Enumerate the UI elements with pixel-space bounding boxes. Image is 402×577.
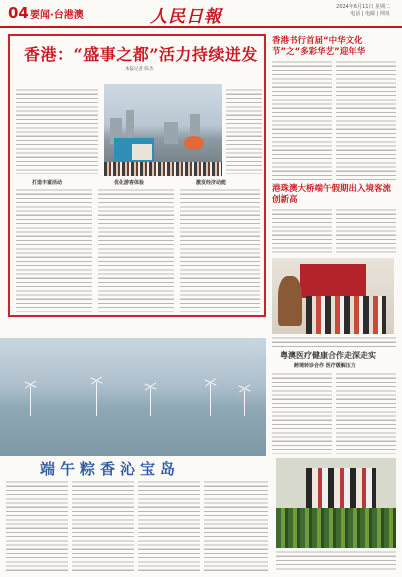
contact-text: 电话 | 电邮 | 网址: [350, 11, 390, 17]
masthead-logo: 人民日報: [150, 7, 222, 27]
subhead-3: 激发经济动能: [196, 180, 227, 186]
page-header: [0, 0, 402, 28]
exhibition-photo: [272, 258, 394, 334]
feature-byline: 本报记者 陈杰: [125, 67, 154, 72]
subhead-1: 打造丰富活动: [32, 180, 63, 186]
exhibition-caption: [272, 336, 396, 348]
column-1-text: [16, 188, 92, 312]
right-subline-3: 跨境转诊合作 医疗缓解压力: [294, 363, 356, 369]
right-text-2a: [272, 208, 332, 254]
feature-photo: [104, 84, 222, 176]
market-photo: [276, 458, 396, 548]
right-headline-3[interactable]: 粤澳医疗健康合作走深走实: [280, 351, 376, 360]
market-caption: [276, 550, 396, 572]
right-text-3b: [336, 372, 396, 454]
lower-text-2: [72, 480, 134, 572]
lower-text-3: [138, 480, 200, 572]
dateline: [280, 4, 390, 18]
right-text-3a: [272, 372, 332, 454]
right-headline-2[interactable]: 港珠澳大桥端午假期出入境客流创新高: [272, 184, 392, 205]
right-text-1a: [272, 60, 332, 180]
right-text-2b: [336, 208, 396, 254]
lower-text-4: [204, 480, 268, 572]
right-headline-1[interactable]: 香港书行首届“中华文化节”之“多彩华艺”迎年华: [272, 36, 366, 57]
lower-text-1: [6, 480, 68, 572]
subhead-2: 优化游客体验: [114, 180, 145, 186]
section-name: 要闻·台港澳: [30, 10, 84, 21]
intro-text-block: [16, 88, 98, 174]
photo-caption: [226, 88, 262, 174]
date-text: 2024年6月11日 星期二: [336, 4, 390, 10]
wind-farm-photo: [0, 338, 266, 456]
lower-headline[interactable]: 端午粽香沁宝岛: [40, 460, 181, 478]
page-number: 04: [8, 4, 29, 22]
column-3-text: [180, 188, 260, 312]
feature-headline[interactable]: 香港：“盛事之都”活力持续迸发: [24, 45, 258, 64]
right-text-1b: [336, 60, 396, 180]
column-2-text: [98, 188, 174, 312]
feature-article[interactable]: [8, 34, 266, 317]
